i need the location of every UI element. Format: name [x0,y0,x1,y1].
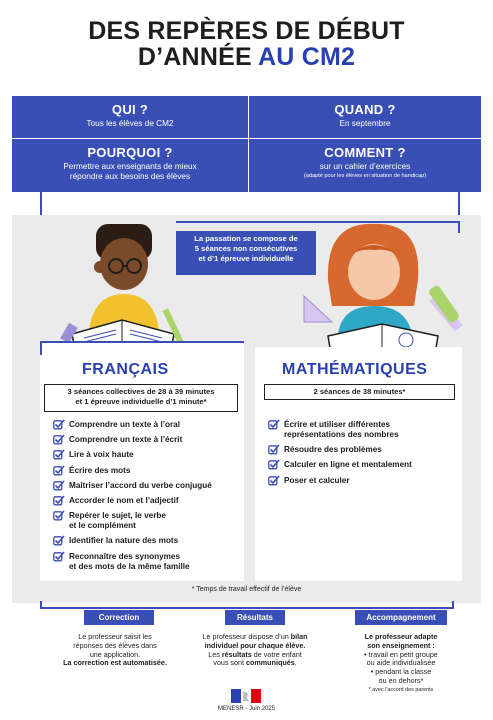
list-item-text [69,450,134,460]
title-accent: AU CM2 [258,43,356,71]
skill-line-1: Comprendre un texte à l’oral [69,420,181,429]
footnote: * Temps de travail effectif de l’élève [191,586,302,593]
title-line-2 [0,44,493,70]
francais-line [40,341,244,355]
skill-line-1: Comprendre un texte à l’écrit [69,435,183,445]
resultats-line-3-c: de votre enfant [251,649,302,659]
skill-line-1: Repérer le sujet, le verbe [69,511,166,521]
skill-line-1: Écrire des mots [69,465,131,475]
check-icon [53,434,65,445]
resultats-line-1-b: bilan [290,632,308,641]
maths-sessions [264,384,455,400]
accompagnement-line-5: • pendant la classe [370,667,432,677]
pourquoi-line-1: Permettre aux enseignants de mieux [63,162,197,171]
qui-heading: QUI ? [111,102,149,117]
list-item-text [69,481,212,491]
francais-skills-list [53,420,243,577]
check-icon [268,475,280,486]
check-icon [268,444,280,455]
info-pourquoi [12,139,249,192]
skill-line-1: Écrire et utiliser différentes [284,420,391,429]
info-qui [12,96,249,139]
skill-line-1: Reconnaître des synonymes [69,551,181,561]
skill-line-2: et le complément [69,521,136,531]
resultats-line-4-a: vous sont [213,658,247,668]
intro-line-2: 5 séances non consécutives [194,244,298,253]
accompagnement-line-6: ou en dehors* [378,675,424,685]
title-line-2-start: D’ANNÉE [137,43,259,71]
pourquoi-line-2: répondre aux besoins des élèves [69,172,191,181]
resultats-line-3-a: Les [208,649,222,659]
skill-line-1: Lire à voix haute [69,450,134,460]
correction-text [50,633,180,668]
resultats-line-4 [185,659,325,668]
skill-line-1: Résoudre des problèmes [284,445,382,455]
accompagnement-text [343,633,459,695]
resultats-line-2: individuel pour chaque élève. [204,640,306,650]
skill-line-1: Calculer en ligne et mentalement [284,460,412,470]
list-item [53,552,243,572]
list-item [53,450,243,460]
list-item-text [284,476,350,486]
accompagnement-line-4: ou aide individualisée [366,658,436,668]
list-item-text [69,496,179,506]
list-item-text [69,552,190,572]
girl-reading-illustration [298,210,478,370]
check-icon [53,419,65,430]
skill-line-1: Accorder le nom et l’adjectif [69,495,179,505]
resultats-tag: Résultats [225,610,285,625]
correction-tag: Correction [84,610,154,625]
list-item-text [284,460,412,470]
check-icon [53,449,65,460]
qui-text: Tous les élèves de CM2 [86,119,174,128]
pourquoi-heading: POURQUOI ? [87,145,173,160]
correction-line-3: une application. [89,649,141,659]
info-comment [249,139,481,192]
intro-line-3: et d’1 épreuve individuelle [198,254,294,263]
skill-line-1: Identifier la nature des mots [69,536,179,546]
pourquoi-text [12,162,248,182]
maths-sessions-line: 2 séances de 38 minutes* [313,387,406,396]
intro-box [176,231,316,275]
skill-line-2: et des mots de la même famille [69,561,190,571]
list-item-text [69,511,166,531]
comment-text: sur un cahier d’exercices [319,162,411,171]
accompagnement-line-3: • travail en petit groupe [364,649,438,659]
info-quand [249,96,481,139]
quand-heading: QUAND ? [334,102,396,117]
girl-face [348,244,400,300]
list-item-text [69,420,180,430]
info-grid [12,96,481,192]
resultats-line-4-c: . [294,658,297,668]
accompagnement-line-2: son enseignement : [367,640,435,650]
resultats-line-3-b: résultats [221,649,252,659]
list-item-text [284,445,382,455]
correction-line-2: réponses des élèves dans [73,640,157,650]
comment-heading: COMMENT ? [324,145,406,160]
francais-title: FRANÇAIS [82,361,169,378]
francais-sessions-line-1: 3 séances collectives de 28 à 39 minutes [67,387,215,396]
check-icon [53,495,65,506]
list-item [53,481,243,491]
quand-text: En septembre [339,119,391,128]
intro-line-1: La passation se compose de [194,234,298,243]
resultats-line-1-a: Le professeur dispose d’un [202,632,291,641]
accompagnement-tag: Accompagnement [355,610,447,625]
skill-line-1: Maîtriser l’accord du verbe conjugué [69,480,212,490]
list-item-text [69,536,178,546]
credit: MENESR - Juin 2025 [217,706,276,712]
resultats-line-4-b: communiqués [246,658,295,668]
resultats-text [185,633,325,668]
comment-small: (adapté pour les élèves en situation de handicap) [303,173,427,179]
check-icon [53,551,65,562]
check-icon [53,510,65,521]
maths-title: MATHÉMATIQUES [282,361,428,378]
list-item [53,496,243,506]
francais-sessions-line-2: et 1 épreuve individuelle d’1 minute* [75,397,207,406]
check-icon [53,480,65,491]
maths-skills-list [268,420,458,491]
set-square [304,296,332,322]
francais-sessions [44,384,238,412]
list-item [53,536,243,546]
boy-reading-illustration [44,212,194,362]
correction-line-1: Le professeur saisit les [78,632,152,641]
page-title [0,18,493,70]
title-line-1: DES REPÈRES DE DÉBUT [88,17,405,45]
check-icon [53,535,65,546]
list-item [53,511,243,531]
check-icon [53,465,65,476]
list-item [268,476,458,486]
accompagnement-note: * avec l’accord des parents [368,686,434,693]
accompagnement-line-1: Le professeur adapte [364,632,438,641]
correction-line-4: La correction est automatisée. [63,658,167,668]
skill-line-1: Poser et calculer [284,475,350,485]
check-icon [268,419,280,430]
list-item-text [284,420,399,440]
bottom-line [40,607,454,609]
list-item-text [69,435,182,445]
republique-logo [231,689,261,703]
list-item [53,466,243,476]
list-item [268,420,458,440]
boy-ear [94,261,106,273]
list-item-text [69,466,130,476]
check-icon [268,459,280,470]
list-item [53,420,243,430]
list-item [53,435,243,445]
list-item [268,460,458,470]
list-item [268,445,458,455]
skill-line-2: représentations des nombres [284,430,399,439]
